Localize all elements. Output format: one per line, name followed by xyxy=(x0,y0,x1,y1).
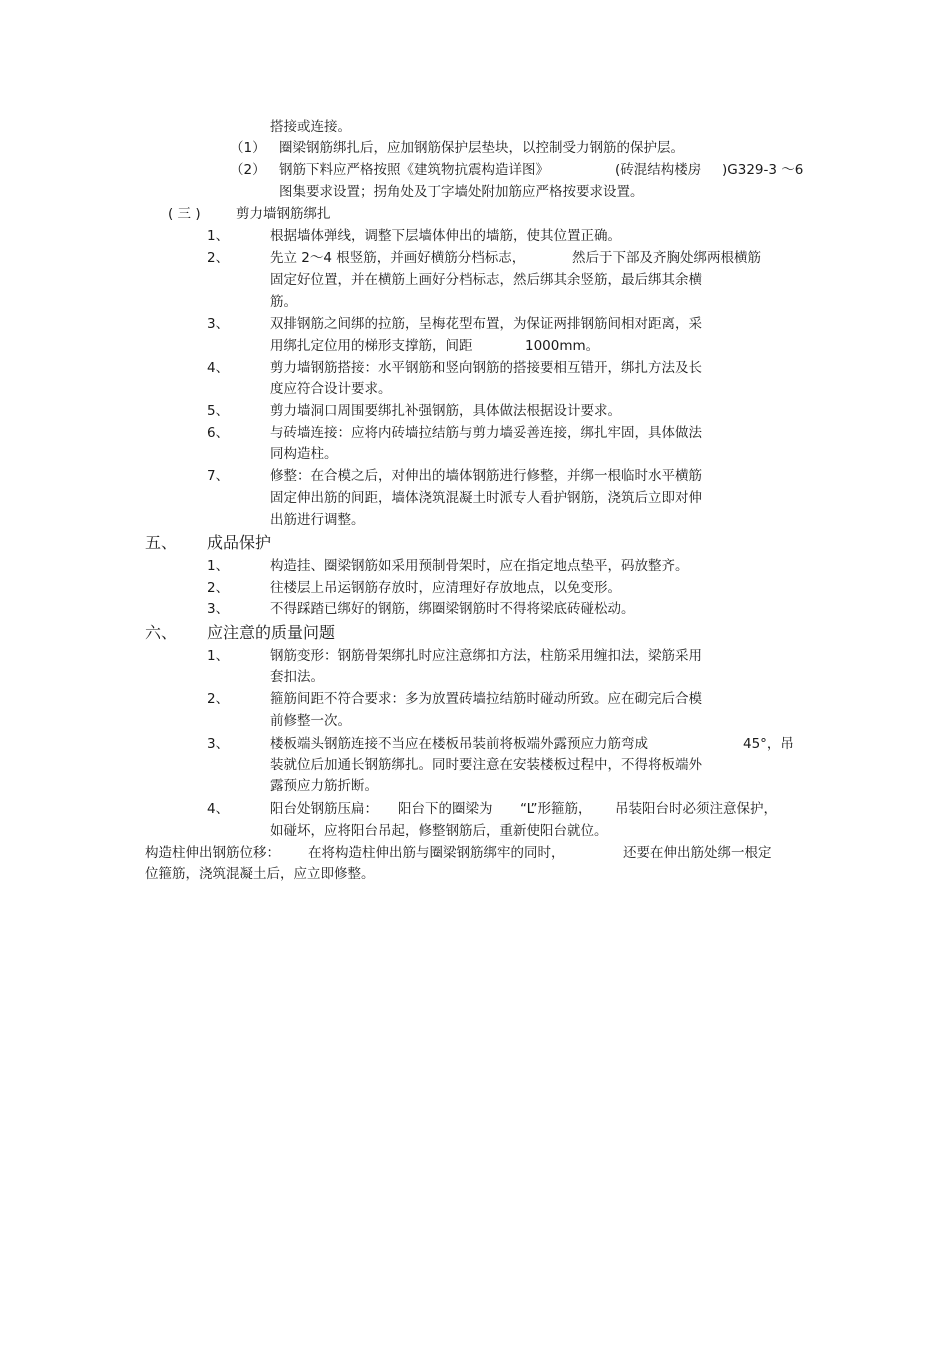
item-number: 2、 xyxy=(207,250,230,266)
section-number: 五、 xyxy=(145,533,178,552)
text-line: 筋。 xyxy=(270,294,297,310)
item-number: 4、 xyxy=(207,801,230,817)
text-line: 阳台处钢筋压扁： xyxy=(270,801,378,817)
text-line: 往楼层上吊运钢筋存放时，应清理好存放地点，以免变形。 xyxy=(270,580,621,596)
text-line: 还要在伸出筋处绑一根定 xyxy=(623,845,772,861)
text-line: 构造挂、圈梁钢筋如采用预制骨架时，应在指定地点垫平，码放整齐。 xyxy=(270,558,689,574)
item-number: 7、 xyxy=(207,468,230,484)
item-number: 5、 xyxy=(207,403,230,419)
text-line: 位箍筋，浇筑混凝土后，应立即修整。 xyxy=(145,866,375,882)
text-line: 不得踩踏已绑好的钢筋，绑圈梁钢筋时不得将梁底砖碰松动。 xyxy=(270,601,635,617)
text-line: 先立 2～4 根竖筋，并画好横筋分档标志， xyxy=(270,250,526,266)
section-number: 六、 xyxy=(145,623,178,642)
text-line: 固定好位置，并在横筋上画好分档标志，然后绑其余竖筋，最后绑其余横 xyxy=(270,272,702,288)
text-line: 根据墙体弹线，调整下层墙体伸出的墙筋，使其位置正确。 xyxy=(270,228,621,244)
item-number: 3、 xyxy=(207,736,230,752)
text-line: 装就位后加通长钢筋绑扎。同时要注意在安装楼板过程中，不得将板端外 xyxy=(270,757,702,773)
item-number: 2、 xyxy=(207,691,230,707)
item-number: 3、 xyxy=(207,601,230,617)
section-title: 应注意的质量问题 xyxy=(207,623,336,642)
text-line: 图集要求设置；拐角处及丁字墙处附加筋应严格按要求设置。 xyxy=(279,184,644,200)
subsection-title: 剪力墙钢筋绑扎 xyxy=(236,206,331,222)
text-line: 1000mm。 xyxy=(525,338,600,354)
text-line: 固定伸出筋的间距，墙体浇筑混凝土时派专人看护钢筋，浇筑后立即对伸 xyxy=(270,490,702,506)
item-number: 1、 xyxy=(207,558,230,574)
text-line: 与砖墙连接：应将内砖墙拉结筋与剪力墙妥善连接，绑扎牢固，具体做法 xyxy=(270,425,702,441)
text-line: 楼板端头钢筋连接不当应在楼板吊装前将板端外露预应力筋弯成 xyxy=(270,736,648,752)
item-number: 4、 xyxy=(207,360,230,376)
text-line: “L”形箍筋， xyxy=(520,801,592,817)
text-line: 套扣法。 xyxy=(270,669,324,685)
text-line: (砖混结构楼房 xyxy=(615,162,702,178)
text-line: 阳台下的圈梁为 xyxy=(398,801,493,817)
text-line: 修整：在合模之后，对伸出的墙体钢筋进行修整，并绑一根临时水平横筋 xyxy=(270,468,702,484)
text-line: 如碰坏，应将阳台吊起，修整钢筋后，重新使阳台就位。 xyxy=(270,823,608,839)
text-line: 同构造柱。 xyxy=(270,446,338,462)
text-line: 钢筋变形：钢筋骨架绑扎时应注意绑扣方法，柱筋采用缠扣法，梁筋采用 xyxy=(270,648,702,664)
text-line: 前修整一次。 xyxy=(270,713,351,729)
text-line: 然后于下部及齐胸处绑两根横筋 xyxy=(572,250,761,266)
text-line: 钢筋下料应严格按照《建筑物抗震构造详图》 xyxy=(279,162,549,178)
item-number: 1、 xyxy=(207,648,230,664)
item-number: 1、 xyxy=(207,228,230,244)
text-line: 剪力墙洞口周围要绑扎补强钢筋，具体做法根据设计要求。 xyxy=(270,403,621,419)
text-line: 用绑扎定位用的梯形支撑筋，间距 xyxy=(270,338,473,354)
item-number: 3、 xyxy=(207,316,230,332)
text-line: 搭接或连接。 xyxy=(270,119,351,135)
text-line: 双排钢筋之间绑的拉筋，呈梅花型布置，为保证两排钢筋间相对距离，采 xyxy=(270,316,702,332)
text-line: 箍筋间距不符合要求：多为放置砖墙拉结筋时碰动所致。应在砌完后合模 xyxy=(270,691,702,707)
text-line: 度应符合设计要求。 xyxy=(270,381,392,397)
item-number: 6、 xyxy=(207,425,230,441)
text-line: )G329-3 ～6 xyxy=(722,162,804,178)
text-line: 45°，吊 xyxy=(743,736,794,752)
section-title: 成品保护 xyxy=(207,533,272,552)
item-number: （2） xyxy=(230,162,266,178)
text-line: 在将构造柱伸出筋与圈梁钢筋绑牢的同时， xyxy=(308,845,565,861)
text-line: 圈梁钢筋绑扎后，应加钢筋保护层垫块，以控制受力钢筋的保护层。 xyxy=(279,140,684,156)
item-number: 2、 xyxy=(207,580,230,596)
item-number: （1） xyxy=(230,140,266,156)
text-line: 吊装阳台时必须注意保护， xyxy=(615,801,777,817)
text-line: 构造柱伸出钢筋位移： xyxy=(145,845,280,861)
text-line: 出筋进行调整。 xyxy=(270,512,365,528)
text-line: 剪力墙钢筋搭接：水平钢筋和竖向钢筋的搭接要相互错开，绑扎方法及长 xyxy=(270,360,702,376)
text-line: 露预应力筋折断。 xyxy=(270,778,378,794)
subsection-number: ( 三 ) xyxy=(168,206,201,222)
